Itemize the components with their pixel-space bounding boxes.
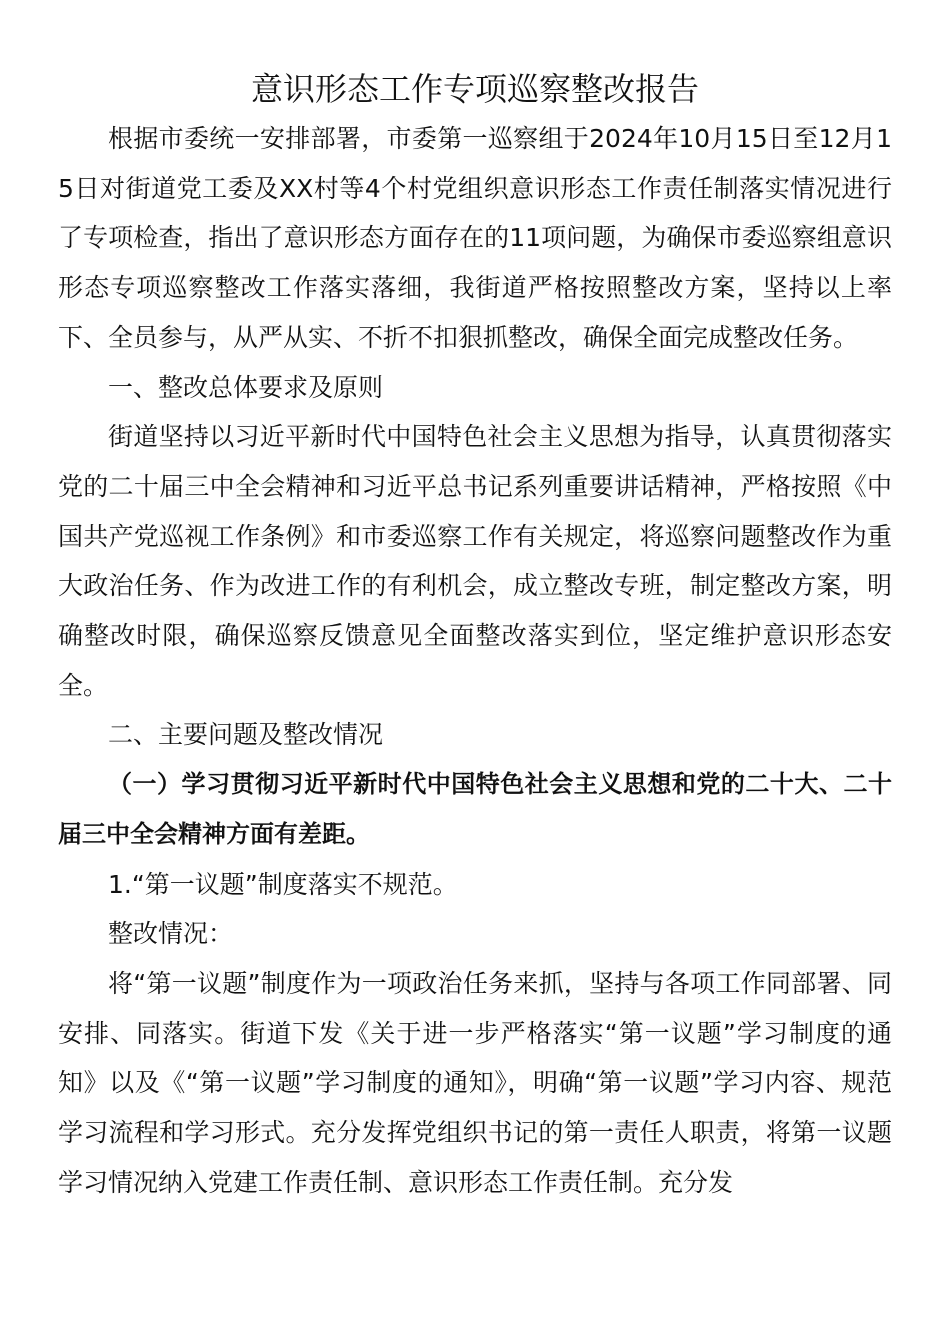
subsection-heading-1: （一）学习贯彻习近平新时代中国特色社会主义思想和党的二十大、二十届三中全会精神方面有差距。 — [58, 770, 892, 848]
issue-item-1: 1.“第一议题”制度落实不规范。 — [108, 869, 458, 899]
rectification-paragraph: 将“第一议题”制度作为一项政治任务来抓，坚持与各项工作同部署、同安排、同落实。街道下发《关于进一步严格落实“第一议题”学习制度的通知》以及《“第一议题”学习制度的通知》，明确“第一议题”学习内容、规范学习流程和学习形式。充分发挥党组织书记的第一责任人职责，将第一议题学习情况纳入党建工作责任制、意识形态工作责任制。充分发 — [58, 968, 892, 1197]
document-title: 意识形态工作专项巡察整改报告 — [250, 70, 699, 108]
section-heading-2: 二、主要问题及整改情况 — [108, 720, 384, 750]
section-heading-1: 一、整改总体要求及原则 — [108, 372, 384, 402]
intro-paragraph: 根据市委统一安排部署，市委第一巡察组于2024年10月15日至12月15日对街道党工委及XX村等4个村党组织意识形态工作责任制落实情况进行了专项检查，指出了意识形态方面存在的11项问题，为确保市委巡察组意识形态专项巡察整改工作落实落细，我街道严格按照整改方案，坚持以上率下、全员参与，从严从实、不折不扣狠抓整改，确保全面完成整改任务。 — [58, 124, 892, 352]
rectification-label: 整改情况： — [108, 919, 234, 949]
section-1-paragraph: 街道坚持以习近平新时代中国特色社会主义思想为指导，认真贯彻落实党的二十届三中全会精神和习近平总书记系列重要讲话精神，严格按照《中国共产党巡视工作条例》和市委巡察工作有关规定，将巡察问题整改作为重大政治任务、作为改进工作的有利机会，成立整改专班，制定整改方案，明确整改时限，确保巡察反馈意见全面整改落实到位，坚定维护意识形态安全。 — [58, 422, 892, 700]
document-body — [58, 114, 892, 1207]
